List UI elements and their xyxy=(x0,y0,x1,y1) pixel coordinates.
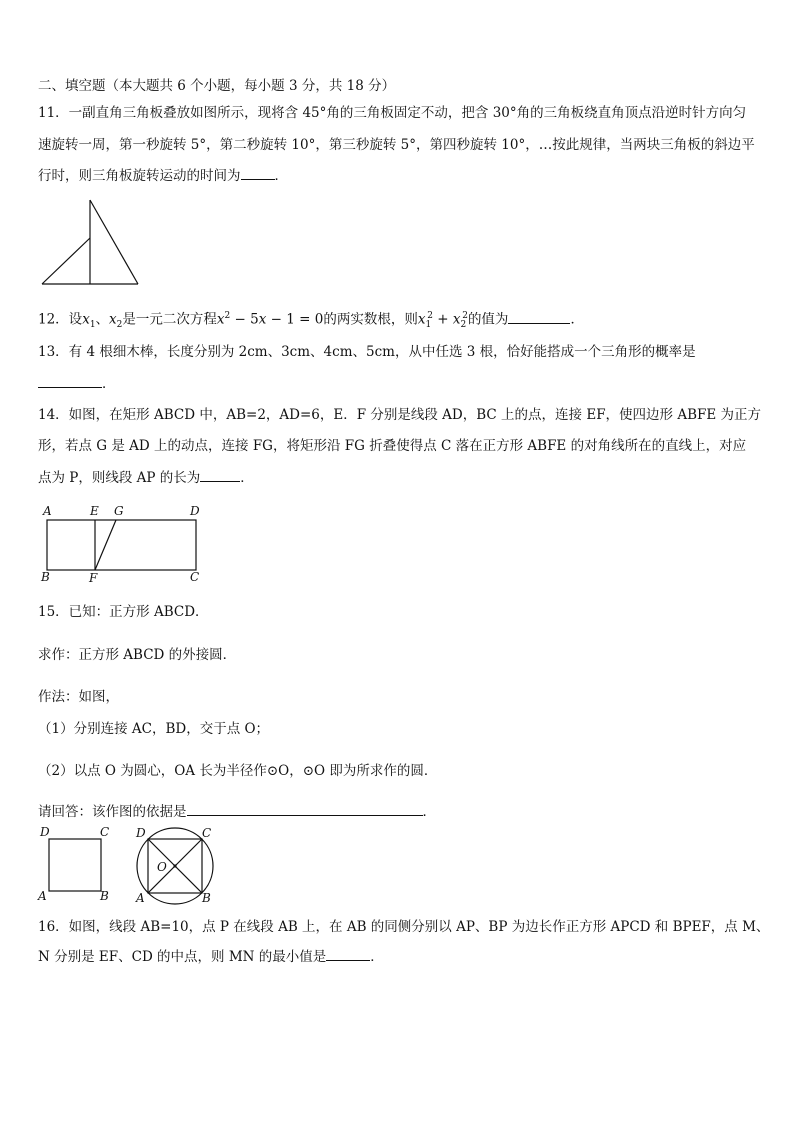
q15-text: 请回答：该作图的依据是 xyxy=(38,804,187,820)
q14-label-f: F xyxy=(89,571,98,585)
q12-x2: x xyxy=(109,311,117,328)
q11-45-triangle-hypotenuse xyxy=(42,238,90,284)
q16-answer-blank[interactable] xyxy=(326,948,370,961)
q12-eq-x: x xyxy=(216,311,225,328)
q14-line-1: 14．如图，在矩形 ABCD 中，AB=2，AD=6，E．F 分别是线段 AD，BC 上的点，连接 EF，使四边形 ABFE 为正方 xyxy=(38,407,762,423)
q14-line-2: 形，若点 G 是 AD 上的动点，连接 FG，将矩形沿 FG 折叠使得点 C 落在正方形 ABFE 的对角线所在的直线上，对应 xyxy=(38,438,747,454)
q11-line-2: 速旋转一周，第一秒旋转 5°，第二秒旋转 10°，第三秒旋转 5°，第四秒旋转 10°，…按此规律，当两块三角板的斜边平 xyxy=(38,137,755,153)
q15-line-6 xyxy=(38,803,436,821)
q15-line-2: 求作：正方形 ABCD 的外接圆． xyxy=(38,647,237,663)
q12-mid: 是一元二次方程 xyxy=(122,311,217,328)
q14-segment-fg xyxy=(95,520,116,570)
q12-x1-sub: 1 xyxy=(89,320,96,331)
q12-sep: 、 xyxy=(95,311,110,328)
q15-fig2-label-c: C xyxy=(202,826,212,840)
q14-rectangle-figure xyxy=(38,502,208,586)
q15-fig1-label-c: C xyxy=(100,825,110,839)
q12-x1: x xyxy=(82,311,90,328)
q15-answer-blank[interactable] xyxy=(187,803,423,816)
q12-answer-blank[interactable] xyxy=(508,311,570,324)
q11-line-1: 11．一副直角三角板叠放如图所示，现将含 45°角的三角板固定不动，把含 30°角的三角板绕直角顶点沿逆时针方向匀 xyxy=(38,105,747,121)
q12-sum-x1-sup: 2 xyxy=(427,311,433,321)
q13-line-2 xyxy=(38,375,116,393)
q15-square xyxy=(49,839,101,891)
q15-fig1-label-d: D xyxy=(40,825,50,839)
q12-line xyxy=(38,307,584,334)
q12-period: ． xyxy=(570,311,584,328)
q14-rectangle-abcd xyxy=(47,520,196,570)
q12-sum-plus: + xyxy=(432,311,453,328)
q14-answer-blank[interactable] xyxy=(200,469,240,482)
q13-line-1: 13．有 4 根细木棒，长度分别为 2cm、3cm、4cm、5cm，从中任选 3 根，恰好能搭成一个三角形的概率是 xyxy=(38,344,696,360)
q15-fig2-label-a: A xyxy=(136,891,145,905)
q12-x2-sub: 2 xyxy=(116,320,123,331)
q12-eq-x2: x xyxy=(258,311,267,328)
q15-fig2-label-o: O xyxy=(157,860,167,874)
q15-line-4: （1）分别连接 AC，BD，交于点 O； xyxy=(38,721,270,737)
q11-period: ． xyxy=(274,168,288,184)
q16-period: ． xyxy=(370,949,384,965)
q15-line-1: 15．已知：正方形 ABCD． xyxy=(38,604,209,620)
q11-answer-blank[interactable] xyxy=(241,167,275,180)
q13-period: ． xyxy=(102,376,116,392)
q11-line-3 xyxy=(38,167,288,185)
q14-label-d: D xyxy=(190,504,200,518)
q15-center-point xyxy=(173,864,176,867)
q14-line-3 xyxy=(38,469,254,487)
q14-text: 点为 P，则线段 AP 的长为 xyxy=(38,470,201,486)
q15-period: ． xyxy=(422,804,436,820)
q15-line-3: 作法：如图， xyxy=(38,689,119,705)
q14-label-g: G xyxy=(114,504,124,518)
q12-sum-x1-sub: 1 xyxy=(425,320,432,331)
q11-30-triangle-hypotenuse xyxy=(90,200,138,284)
q15-fig2-label-b: B xyxy=(202,891,211,905)
q12-sum-x1: x xyxy=(417,311,426,328)
q15-square-figure xyxy=(36,824,116,904)
q16-text: N 分别是 EF、CD 的中点，则 MN 的最小值是 xyxy=(38,949,327,965)
q12-sum-x2-sub: 2 xyxy=(460,320,467,331)
q12-post: 的值为 xyxy=(467,311,509,328)
q11-text: 行时，则三角板旋转运动的时间为 xyxy=(38,168,241,184)
q12-eq-d: − 1 = 0 xyxy=(266,311,324,328)
q15-circumcircle-figure xyxy=(130,822,220,908)
section-title: 二、填空题（本大题共 6 个小题，每小题 3 分，共 18 分） xyxy=(38,78,396,94)
q12-sum-x2-sup: 2 xyxy=(462,311,468,321)
q11-triangles-figure xyxy=(38,196,144,288)
q15-line-5: （2）以点 O 为圆心，OA 长为半径作⊙O，⊙O 即为所求作的圆． xyxy=(38,763,438,779)
q15-fig2-label-d: D xyxy=(136,826,146,840)
q12-eq-sup: 2 xyxy=(224,311,231,321)
q12-prefix: 12．设 xyxy=(38,311,83,328)
q12-mid2: 的两实数根，则 xyxy=(323,311,418,328)
q12-sum-x2: x xyxy=(452,311,461,328)
q14-label-b: B xyxy=(41,570,50,584)
q16-line-1: 16．如图，线段 AB=10，点 P 在线段 AB 上，在 AB 的同侧分别以 AP、BP 为边长作正方形 APCD 和 BPEF，点 M、 xyxy=(38,919,770,935)
q14-label-e: E xyxy=(90,504,99,518)
q12-eq-b: − 5 xyxy=(230,311,259,328)
q15-fig1-label-b: B xyxy=(100,889,109,903)
q14-label-a: A xyxy=(43,504,52,518)
q13-answer-blank[interactable] xyxy=(38,375,102,388)
q16-line-2 xyxy=(38,948,384,966)
q15-fig1-label-a: A xyxy=(38,889,47,903)
q14-period: ． xyxy=(240,470,254,486)
q14-label-c: C xyxy=(190,570,200,584)
